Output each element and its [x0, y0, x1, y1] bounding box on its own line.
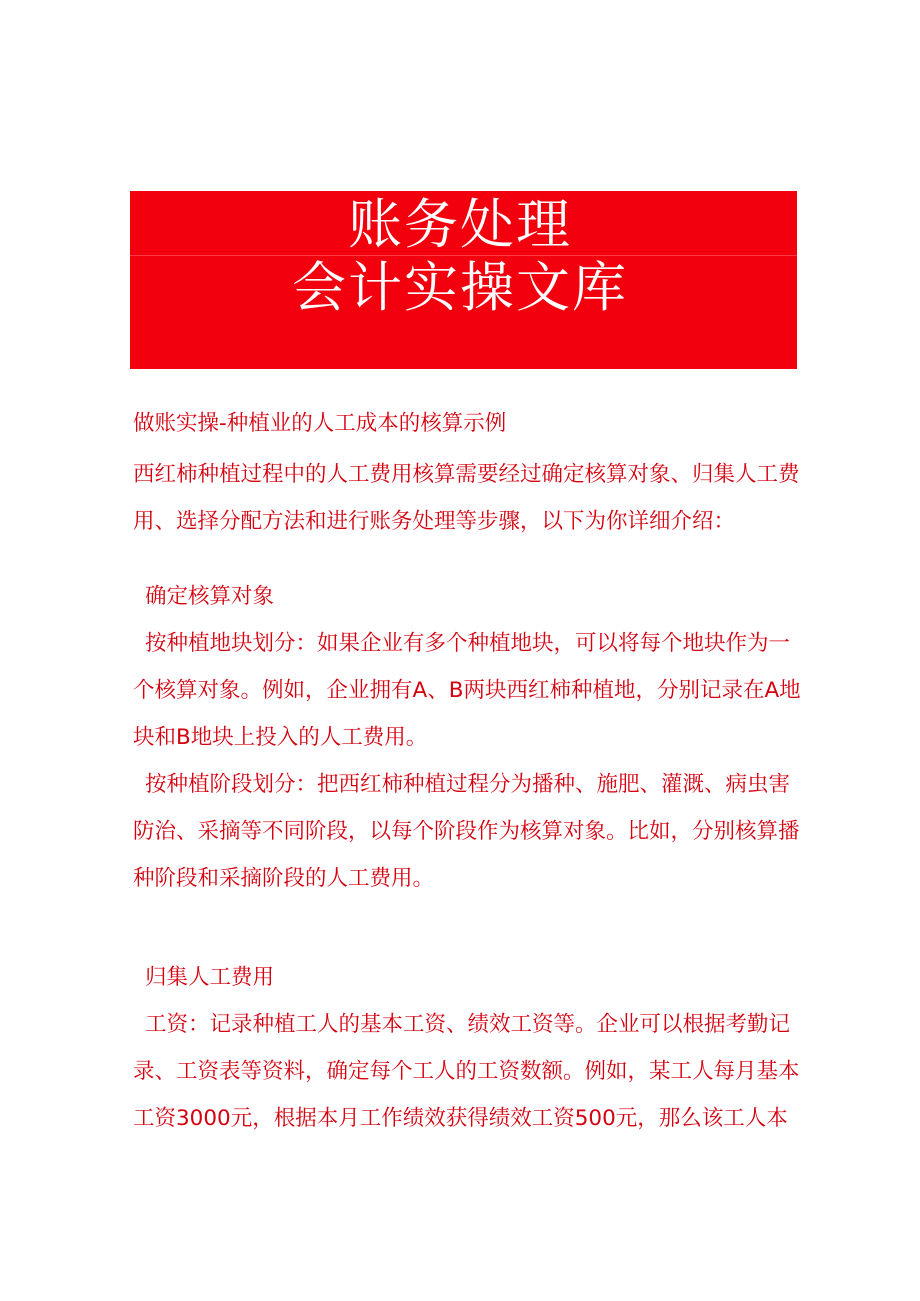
section-paragraph: 按种植阶段划分：把西红柿种植过程分为播种、施肥、灌溉、病虫害防治、采摘等不同阶段，以每个阶段作为核算对象。比如，分别核算播种阶段和采摘阶段的人工费用。: [133, 772, 800, 891]
section-paragraph: 工资：记录种植工人的基本工资、绩效工资等。企业可以根据考勤记录、工资表等资料，确定每个工人的工资数额。例如，某工人每月基本工资3000元，根据本月工作绩效获得绩效工资500元，那么该工人本: [133, 1012, 800, 1131]
banner-title-line2: 会计实操文库: [292, 256, 628, 319]
document-body: [133, 405, 801, 1142]
section-heading: 确定核算对象: [145, 584, 275, 609]
document-title: 做账实操-种植业的人工成本的核算示例: [133, 411, 507, 436]
section-heading: 归集人工费用: [145, 965, 275, 990]
intro-paragraph: 西红柿种植过程中的人工费用核算需要经过确定核算对象、归集人工费用、选择分配方法和进行账务处理等步骤，以下为你详细介绍：: [133, 462, 800, 534]
banner-title-line1: 账务处理: [348, 193, 572, 256]
section-paragraph: 按种植地块划分：如果企业有多个种植地块，可以将每个地块作为一个核算对象。例如，企业拥有A、B两块西红柿种植地，分别记录在A地块和B地块上投入的人工费用。: [133, 631, 801, 750]
